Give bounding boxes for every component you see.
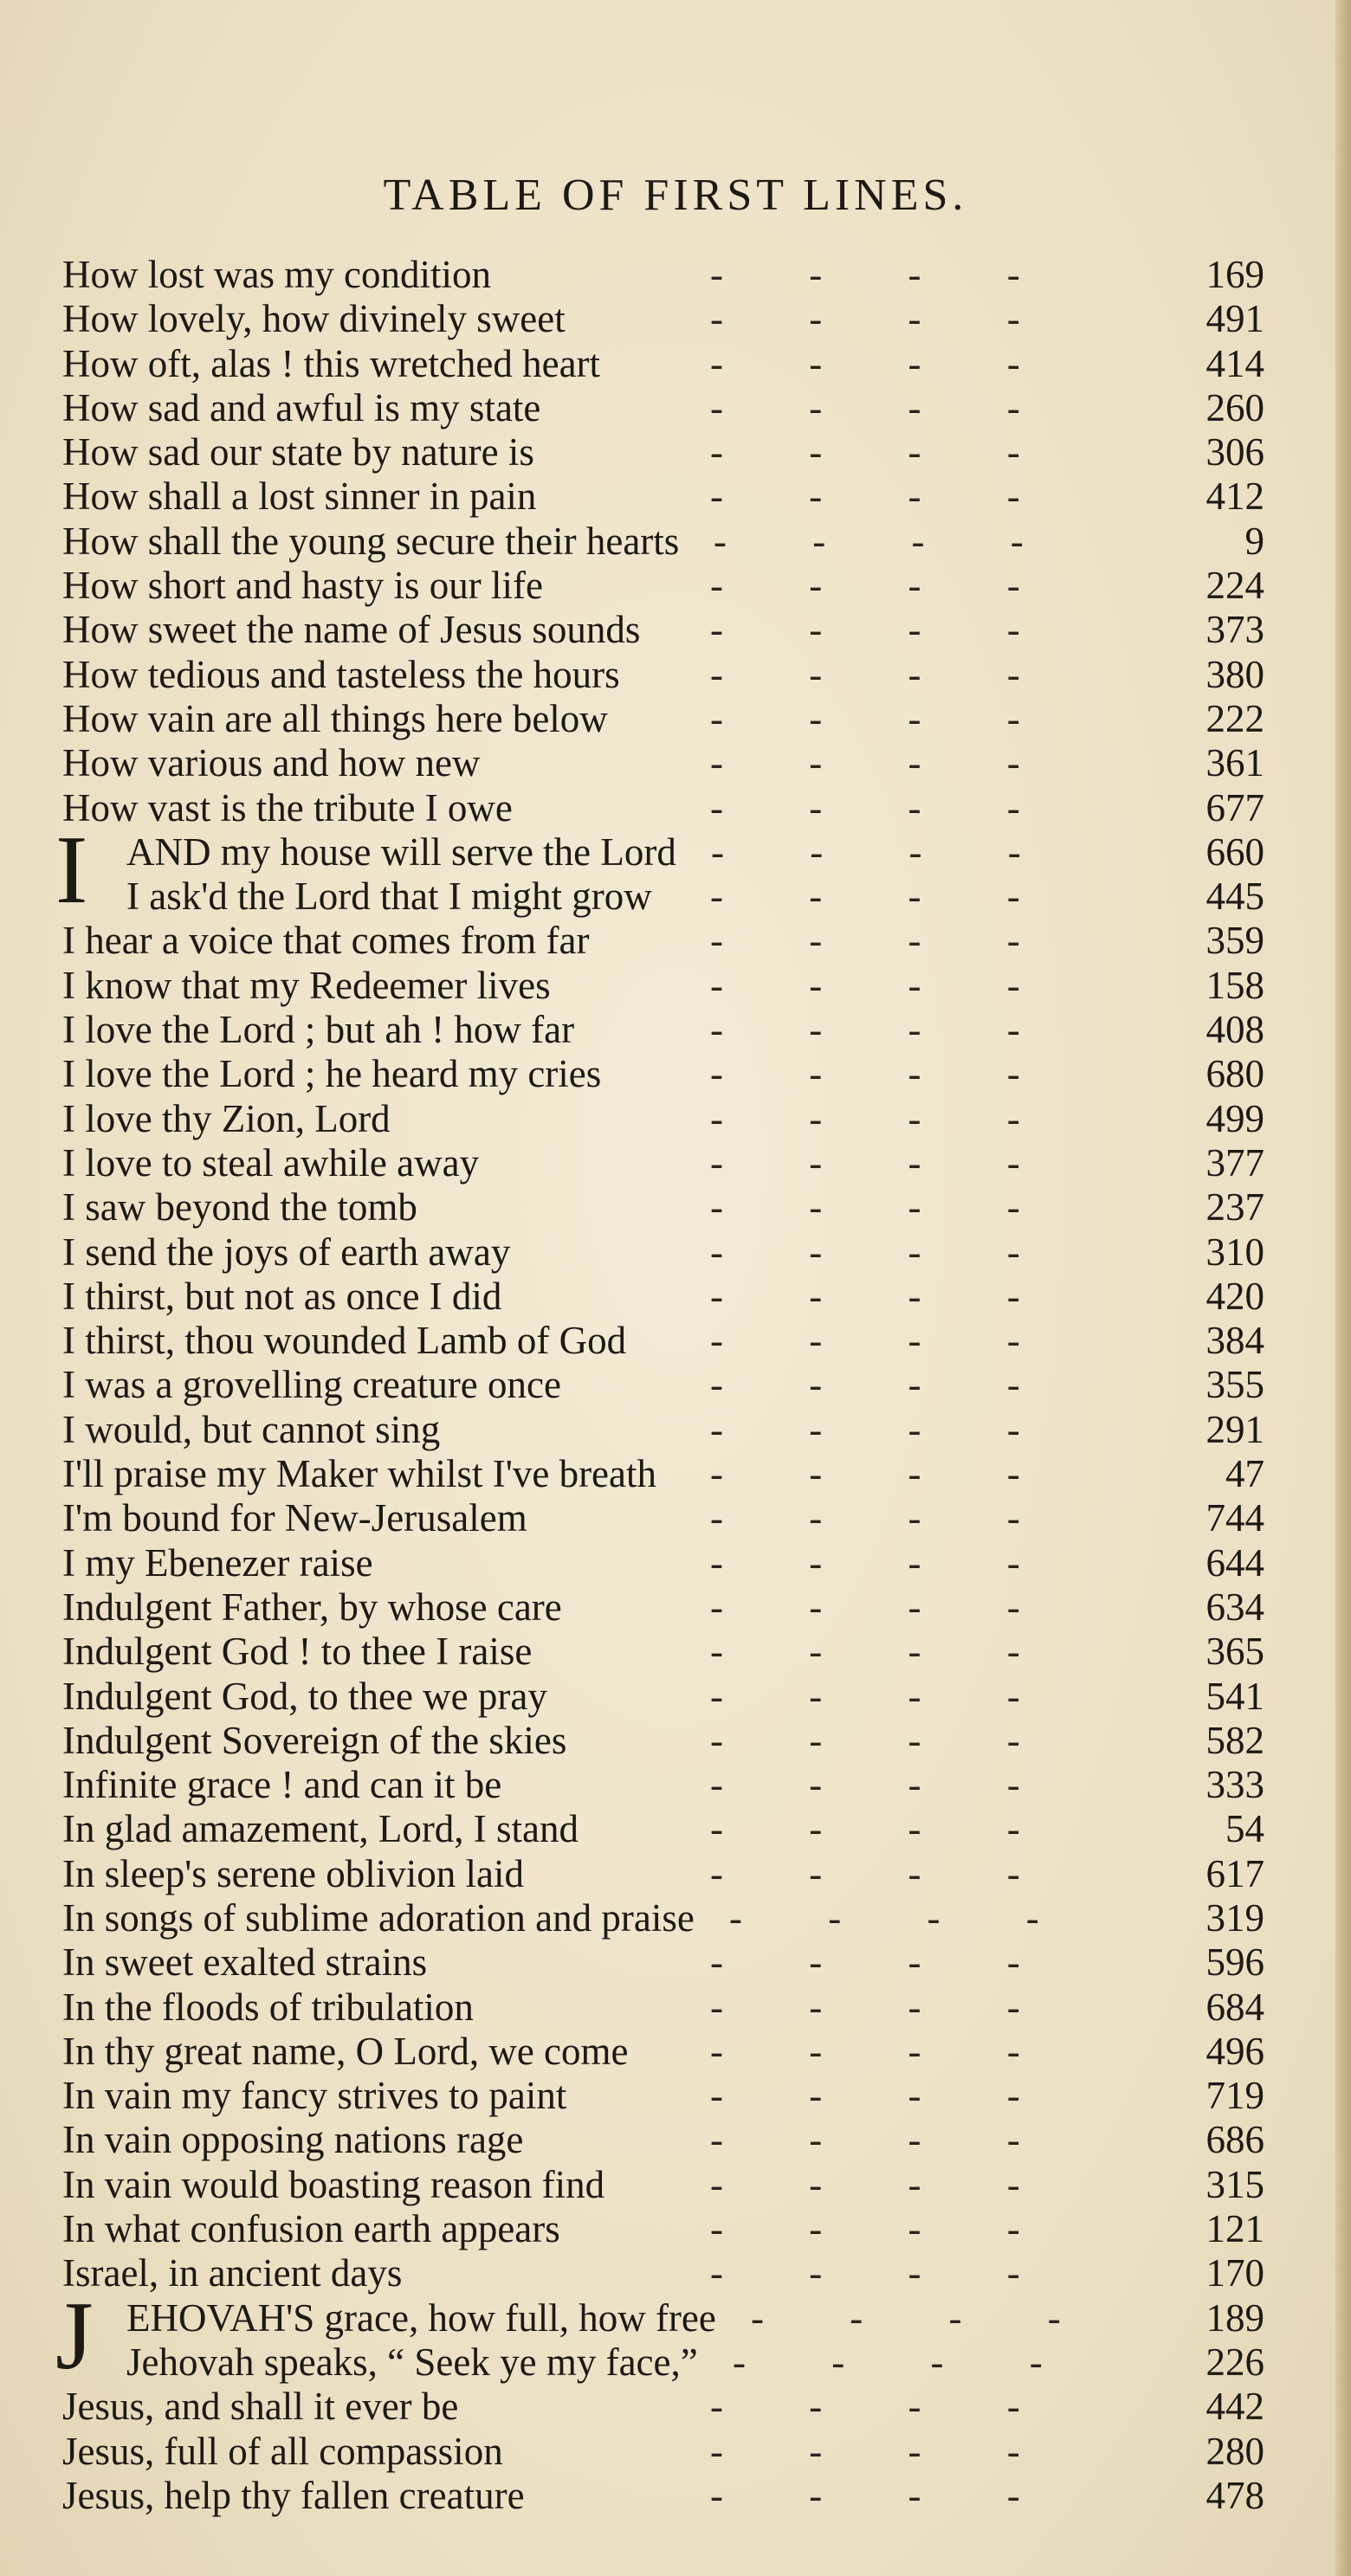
list-item xyxy=(0,430,1351,475)
page-number: 355 xyxy=(1206,1363,1264,1407)
page-number: 9 xyxy=(1244,519,1264,563)
leader-dots: - - - - xyxy=(710,1985,1058,2029)
page-number: 680 xyxy=(1206,1052,1264,1096)
leader-dots: - - - - xyxy=(710,963,1058,1007)
first-line-text: How sad and awful is my state xyxy=(62,385,541,429)
first-line-text: Indulgent God, to thee we pray xyxy=(62,1674,547,1718)
page-number: 54 xyxy=(1225,1807,1264,1851)
page-number: 719 xyxy=(1206,2074,1264,2118)
page-number: 660 xyxy=(1206,830,1264,874)
leader-dots: - - - - xyxy=(710,2029,1058,2073)
page-number: 499 xyxy=(1206,1096,1264,1140)
first-line-text: How sad our state by nature is xyxy=(62,430,534,475)
page-number: 373 xyxy=(1206,608,1264,652)
leader-dots: - - - - xyxy=(710,1630,1058,1674)
list-item xyxy=(0,564,1351,608)
leader-dots: - - - - xyxy=(710,2473,1058,2517)
list-item xyxy=(0,1275,1351,1319)
leader-dots: - - - - xyxy=(710,1230,1058,1274)
leader-dots: - - - - xyxy=(710,430,1058,475)
page-number: 478 xyxy=(1206,2473,1264,2517)
list-item xyxy=(0,2474,1351,2518)
first-line-text: In what confusion earth appears xyxy=(62,2207,560,2251)
leader-dots: - - - - xyxy=(710,1718,1058,1762)
page-number: 412 xyxy=(1206,475,1264,519)
leader-dots: - - - - xyxy=(710,1452,1058,1496)
page-number: 310 xyxy=(1206,1230,1264,1274)
first-line-text: Indulgent Father, by whose care xyxy=(62,1585,562,1629)
first-line-text: Jesus, and shall it ever be xyxy=(62,2385,459,2429)
first-line-text: I hear a voice that comes from far xyxy=(62,919,590,963)
first-line-text: In sweet exalted strains xyxy=(62,1940,428,1985)
leader-dots: - - - - xyxy=(710,1096,1058,1140)
page-number: 496 xyxy=(1206,2029,1264,2073)
first-line-text: Indulgent God ! to thee I raise xyxy=(62,1630,533,1674)
list-item xyxy=(0,653,1351,697)
first-line-text: How lost was my condition xyxy=(62,253,491,296)
page-number: 541 xyxy=(1206,1674,1264,1718)
leader-dots: - - - - xyxy=(710,1585,1058,1629)
page-number: 420 xyxy=(1206,1274,1264,1318)
page-number: 445 xyxy=(1206,875,1264,919)
list-item xyxy=(0,342,1351,386)
first-line-text: Israel, in ancient days xyxy=(62,2251,403,2295)
leader-dots: - - - - xyxy=(710,1052,1058,1096)
leader-dots: - - - - xyxy=(710,1763,1058,1807)
first-line-text: How vain are all things here below xyxy=(62,696,608,740)
page-number: 384 xyxy=(1206,1319,1264,1363)
page-number: 677 xyxy=(1206,785,1264,830)
leader-dots: - - - - xyxy=(710,1851,1058,1895)
page-number: 442 xyxy=(1206,2385,1264,2429)
drop-cap: J xyxy=(55,2282,94,2390)
page-number: 333 xyxy=(1206,1763,1264,1807)
first-line-text: I saw beyond the tomb xyxy=(62,1185,417,1230)
page-number: 414 xyxy=(1206,341,1264,385)
page-number: 361 xyxy=(1206,741,1264,785)
leader-dots: - - - - xyxy=(710,608,1058,652)
page-number: 291 xyxy=(1206,1407,1264,1451)
first-line-text: How oft, alas ! this wretched heart xyxy=(62,341,601,385)
list-item xyxy=(0,608,1351,652)
first-line-text: I know that my Redeemer lives xyxy=(62,963,551,1007)
first-line-text: In the floods of tribulation xyxy=(62,1985,474,2029)
page-number: 365 xyxy=(1206,1630,1264,1674)
leader-dots: - - - - xyxy=(710,2385,1058,2429)
page-title: TABLE OF FIRST LINES. xyxy=(383,171,968,220)
list-item xyxy=(0,1141,1351,1185)
first-line-text: I send the joys of earth away xyxy=(62,1230,511,1274)
first-line-text: How vast is the tribute I owe xyxy=(62,785,513,830)
list-item xyxy=(0,697,1351,741)
list-item xyxy=(0,1675,1351,1719)
leader-dots: - - - - xyxy=(710,253,1058,296)
leader-dots: - - - - xyxy=(710,1674,1058,1718)
page-number: 617 xyxy=(1206,1851,1264,1895)
first-line-text: EHOVAH'S grace, how full, how free xyxy=(126,2295,716,2340)
list-item xyxy=(0,520,1351,564)
leader-dots: - - - - xyxy=(710,2207,1058,2251)
leader-dots: - - - - xyxy=(710,297,1058,341)
page-number: 47 xyxy=(1225,1452,1264,1496)
first-line-text: How tedious and tasteless the hours xyxy=(62,652,620,696)
page-number: 684 xyxy=(1206,1985,1264,2029)
leader-dots: - - - - xyxy=(751,2295,1099,2340)
leader-dots: - - - - xyxy=(710,1496,1058,1540)
first-line-text: How lovely, how divinely sweet xyxy=(62,297,566,341)
list-item xyxy=(0,1719,1351,1763)
list-item xyxy=(0,1008,1351,1052)
page-number: 189 xyxy=(1206,2295,1264,2340)
page-number: 408 xyxy=(1206,1008,1264,1052)
page-number: 260 xyxy=(1206,385,1264,429)
first-line-text: I thirst, thou wounded Lamb of God xyxy=(62,1319,627,1363)
leader-dots: - - - - xyxy=(710,741,1058,785)
list-item xyxy=(0,1230,1351,1275)
first-line-text: Infinite grace ! and can it be xyxy=(62,1763,502,1807)
leader-dots: - - - - xyxy=(710,1140,1058,1185)
leader-dots: - - - - xyxy=(710,385,1058,429)
leader-dots: - - - - xyxy=(729,1895,1077,1940)
page-number: 380 xyxy=(1206,652,1264,696)
list-item xyxy=(0,2074,1351,2118)
leader-dots: - - - - xyxy=(710,1008,1058,1052)
leader-dots: - - - - xyxy=(710,1274,1058,1318)
list-item xyxy=(0,2163,1351,2207)
leader-dots: - - - - xyxy=(733,2340,1081,2384)
leader-dots: - - - - xyxy=(710,2429,1058,2473)
list-item xyxy=(0,2207,1351,2251)
first-line-text: Jehovah speaks, “ Seek ye my face,” xyxy=(126,2340,698,2384)
first-line-text: I love the Lord ; he heard my cries xyxy=(62,1052,602,1096)
list-item xyxy=(0,964,1351,1008)
first-line-text: I love the Lord ; but ah ! how far xyxy=(62,1008,575,1052)
page-number: 222 xyxy=(1206,696,1264,740)
list-item xyxy=(0,741,1351,785)
leader-dots: - - - - xyxy=(710,341,1058,385)
first-line-text: In sleep's serene oblivion laid xyxy=(62,1851,524,1895)
page-number: 121 xyxy=(1206,2207,1264,2251)
leader-dots: - - - - xyxy=(710,2162,1058,2206)
list-item xyxy=(0,1940,1351,1985)
page-number: 158 xyxy=(1206,963,1264,1007)
list-item xyxy=(0,1496,1351,1540)
list-item xyxy=(0,475,1351,519)
first-line-text: In songs of sublime adoration and praise xyxy=(62,1895,695,1940)
list-item xyxy=(0,386,1351,430)
first-line-text: In vain opposing nations rage xyxy=(62,2118,524,2162)
list-item xyxy=(0,297,1351,341)
page-number: 170 xyxy=(1206,2251,1264,2295)
list-item xyxy=(0,1185,1351,1230)
list-item xyxy=(0,1319,1351,1363)
page-number: 237 xyxy=(1206,1185,1264,1230)
first-line-text: In vain my fancy strives to paint xyxy=(62,2074,567,2118)
first-line-text: Indulgent Sovereign of the skies xyxy=(62,1718,567,1762)
list-item xyxy=(0,253,1351,297)
page-number: 686 xyxy=(1206,2118,1264,2162)
list-item xyxy=(0,1763,1351,1807)
list-item xyxy=(0,875,1351,919)
leader-dots: - - - - xyxy=(710,475,1058,519)
leader-dots: - - - - xyxy=(710,1363,1058,1407)
list-item xyxy=(0,1052,1351,1096)
leader-dots: - - - - xyxy=(711,830,1059,874)
page-edge xyxy=(1335,0,1351,2576)
leader-dots: - - - - xyxy=(710,652,1058,696)
list-item xyxy=(0,1452,1351,1496)
list-item xyxy=(0,1585,1351,1630)
first-line-text: In vain would boasting reason find xyxy=(62,2162,605,2206)
leader-dots: - - - - xyxy=(710,1407,1058,1451)
first-line-text: Jesus, help thy fallen creature xyxy=(62,2473,525,2517)
page-number: 744 xyxy=(1206,1496,1264,1540)
page-number: 280 xyxy=(1206,2429,1264,2473)
first-line-text: I would, but cannot sing xyxy=(62,1407,441,1451)
first-line-text: In glad amazement, Lord, I stand xyxy=(62,1807,579,1851)
first-line-text: How shall a lost sinner in pain xyxy=(62,475,537,519)
leader-dots: - - - - xyxy=(710,919,1058,963)
first-line-text: I'll praise my Maker whilst I've breath xyxy=(62,1452,657,1496)
first-line-text: How short and hasty is our life xyxy=(62,564,543,608)
page-number: 491 xyxy=(1206,297,1264,341)
leader-dots: - - - - xyxy=(710,2074,1058,2118)
first-line-text: I love thy Zion, Lord xyxy=(62,1096,391,1140)
leader-dots: - - - - xyxy=(710,1940,1058,1985)
list-item xyxy=(0,1852,1351,1896)
page-number: 169 xyxy=(1206,253,1264,296)
drop-cap: I xyxy=(55,816,88,924)
first-line-text: I was a grovelling creature once xyxy=(62,1363,561,1407)
list-item xyxy=(0,786,1351,830)
leader-dots: - - - - xyxy=(710,1807,1058,1851)
first-lines-list xyxy=(0,253,1351,2518)
leader-dots: - - - - xyxy=(710,785,1058,830)
leader-dots: - - - - xyxy=(710,1540,1058,1585)
page-number: 315 xyxy=(1206,2162,1264,2206)
page-number: 306 xyxy=(1206,430,1264,475)
page-number: 226 xyxy=(1206,2340,1264,2384)
page-number: 319 xyxy=(1206,1895,1264,1940)
list-item xyxy=(0,2340,1351,2385)
first-line-text: Jesus, full of all compassion xyxy=(62,2429,503,2473)
first-line-text: How sweet the name of Jesus sounds xyxy=(62,608,641,652)
first-line-text: I'm bound for New-Jerusalem xyxy=(62,1496,527,1540)
list-item xyxy=(0,1896,1351,1940)
page-number: 644 xyxy=(1206,1540,1264,1585)
list-item xyxy=(0,1408,1351,1452)
list-item xyxy=(0,2430,1351,2474)
first-line-text: I love to steal awhile away xyxy=(62,1140,480,1185)
leader-dots: - - - - xyxy=(714,519,1062,563)
page-number: 634 xyxy=(1206,1585,1264,1629)
leader-dots: - - - - xyxy=(710,1185,1058,1230)
page-number: 359 xyxy=(1206,919,1264,963)
first-line-text: AND my house will serve the Lord xyxy=(126,830,676,874)
list-item xyxy=(0,1097,1351,1141)
list-item xyxy=(0,1807,1351,1851)
list-item xyxy=(0,919,1351,963)
list-item xyxy=(0,1630,1351,1674)
leader-dots: - - - - xyxy=(710,1319,1058,1363)
page-number: 582 xyxy=(1206,1718,1264,1762)
list-item xyxy=(0,2030,1351,2074)
page-number: 224 xyxy=(1206,564,1264,608)
list-item xyxy=(0,2251,1351,2295)
first-line-text: I my Ebenezer raise xyxy=(62,1540,373,1585)
page-number: 596 xyxy=(1206,1940,1264,1985)
leader-dots: - - - - xyxy=(710,2118,1058,2162)
list-item xyxy=(0,2385,1351,2429)
leader-dots: - - - - xyxy=(710,2251,1058,2295)
first-line-text: I thirst, but not as once I did xyxy=(62,1274,502,1318)
page-number: 377 xyxy=(1206,1140,1264,1185)
first-line-text: How shall the young secure their hearts xyxy=(62,519,680,563)
list-item xyxy=(0,2118,1351,2162)
leader-dots: - - - - xyxy=(710,875,1058,919)
list-item xyxy=(0,1541,1351,1585)
list-item xyxy=(0,1985,1351,2030)
first-line-text: In thy great name, O Lord, we come xyxy=(62,2029,629,2073)
list-item xyxy=(0,1363,1351,1407)
leader-dots: - - - - xyxy=(710,696,1058,740)
first-line-text: How various and how new xyxy=(62,741,481,785)
first-line-text: I ask'd the Lord that I might grow xyxy=(126,875,652,919)
leader-dots: - - - - xyxy=(710,564,1058,608)
